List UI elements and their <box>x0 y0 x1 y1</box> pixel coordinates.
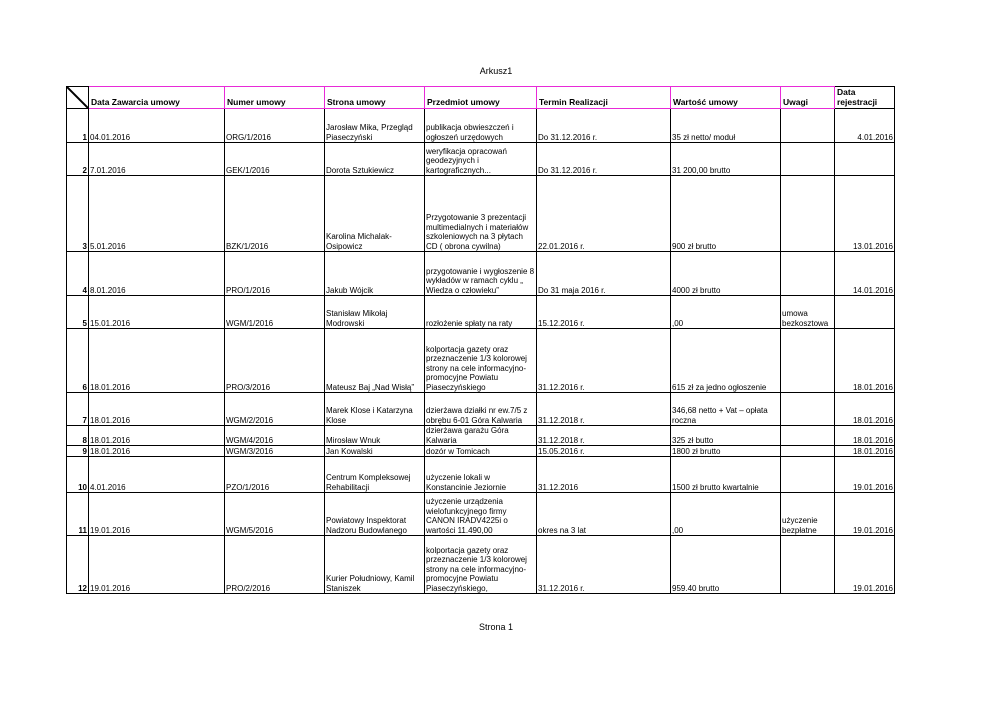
header-term[interactable]: Termin Realizacji <box>537 87 671 109</box>
cell-value[interactable]: ,00 <box>671 296 781 329</box>
cell-subject[interactable]: Przygotowanie 3 prezentacji multimedialnych i materiałów szkoleniowych na 3 płytach CD ( obrona cywilna) <box>425 176 537 252</box>
header-notes[interactable]: Uwagi <box>781 87 835 109</box>
cell-date[interactable]: 19.01.2016 <box>89 536 225 594</box>
header-party[interactable]: Strona umowy <box>325 87 425 109</box>
cell-date[interactable]: 18.01.2016 <box>89 446 225 457</box>
cell-subject[interactable]: przygotowanie i wygłoszenie 8 wykładów w ramach cyklu „ Wiedza o człowieku” <box>425 252 537 296</box>
header-number[interactable]: Numer umowy <box>225 87 325 109</box>
row-number[interactable]: 4 <box>67 252 89 296</box>
cell-subject[interactable]: dozór w Tomicach <box>425 446 537 457</box>
cell-subject[interactable]: publikacja obwieszczeń i ogłoszeń urzędowych <box>425 109 537 143</box>
cell-registered[interactable]: 14.01.2016 <box>835 252 895 296</box>
cell-term[interactable]: 15.12.2016 r. <box>537 296 671 329</box>
header-date[interactable]: Data Zawarcia umowy <box>89 87 225 109</box>
cell-term[interactable]: 31.12.2016 r. <box>537 536 671 594</box>
row-number[interactable]: 5 <box>67 296 89 329</box>
corner-diagonal-icon <box>67 87 89 109</box>
table-row <box>67 176 895 252</box>
cell-date[interactable]: 15.01.2016 <box>89 296 225 329</box>
row-number[interactable]: 3 <box>67 176 89 252</box>
cell-party[interactable]: Powiatowy Inspektorat Nadzoru Budowlanego <box>325 493 425 536</box>
header-value[interactable]: Wartość umowy <box>671 87 781 109</box>
cell-value[interactable]: 615 zł za jedno ogłoszenie <box>671 329 781 393</box>
table-row <box>67 493 895 536</box>
cell-subject[interactable]: użyczenie lokali w Konstancinie Jeziornie <box>425 457 537 493</box>
cell-value[interactable]: 959.40 brutto <box>671 536 781 594</box>
table-row <box>67 426 895 446</box>
cell-party[interactable]: Jarosław Mika, Przegląd Piaseczyński <box>325 109 425 143</box>
cell-subject[interactable]: dzierżawa działki nr ew.7/5 z obrębu 6-01 Góra Kalwaria <box>425 393 537 426</box>
table-body <box>67 109 895 594</box>
cell-registered[interactable] <box>835 296 895 329</box>
cell-party[interactable]: Centrum Kompleksowej Rehabilitacji <box>325 457 425 493</box>
cell-notes[interactable] <box>781 426 835 446</box>
table-row <box>67 329 895 393</box>
header-subject[interactable]: Przedmiot umowy <box>425 87 537 109</box>
cell-date[interactable]: 8.01.2016 <box>89 252 225 296</box>
cell-registered[interactable]: 18.01.2016 <box>835 446 895 457</box>
cell-subject[interactable]: weryfikacja opracowań geodezyjnych i kartograficznych... <box>425 143 537 176</box>
header-row <box>67 87 895 109</box>
cell-number[interactable]: WGM/1/2016 <box>225 296 325 329</box>
cell-party[interactable]: Marek Klose i Katarzyna Klose <box>325 393 425 426</box>
row-number[interactable]: 10 <box>67 457 89 493</box>
cell-number[interactable]: ORG/1/2016 <box>225 109 325 143</box>
cell-number[interactable]: WGM/3/2016 <box>225 446 325 457</box>
cell-value[interactable]: 346,68 netto + Vat – opłata roczna <box>671 393 781 426</box>
cell-registered[interactable]: 18.01.2016 <box>835 393 895 426</box>
cell-term[interactable]: Do 31.12.2016 r. <box>537 109 671 143</box>
table-row <box>67 109 895 143</box>
cell-registered[interactable]: 19.01.2016 <box>835 536 895 594</box>
cell-number[interactable]: PRO/3/2016 <box>225 329 325 393</box>
cell-date[interactable]: 18.01.2016 <box>89 329 225 393</box>
cell-date[interactable]: 19.01.2016 <box>89 493 225 536</box>
table-row <box>67 143 895 176</box>
cell-date[interactable]: 4.01.2016 <box>89 457 225 493</box>
table-row <box>67 296 895 329</box>
row-number[interactable]: 11 <box>67 493 89 536</box>
cell-notes[interactable] <box>781 176 835 252</box>
cell-registered[interactable]: 19.01.2016 <box>835 493 895 536</box>
cell-party[interactable]: Kurier Południowy, Kamil Staniszek <box>325 536 425 594</box>
cell-subject[interactable]: rozłożenie spłaty na raty <box>425 296 537 329</box>
cell-subject[interactable]: użyczenie urządzenia wielofunkcyjnego firmy CANON IRADV4225i o wartości 11.490,00 <box>425 493 537 536</box>
contracts-table <box>66 86 895 594</box>
cell-notes[interactable] <box>781 143 835 176</box>
cell-party[interactable]: Jakub Wójcik <box>325 252 425 296</box>
row-number[interactable]: 9 <box>67 446 89 457</box>
cell-registered[interactable]: 19.01.2016 <box>835 457 895 493</box>
row-number[interactable]: 8 <box>67 426 89 446</box>
cell-date[interactable]: 5.01.2016 <box>89 176 225 252</box>
cell-subject[interactable]: dzierżawa garażu Góra Kalwaria <box>425 426 537 446</box>
sheet-title: Arkusz1 <box>479 66 513 76</box>
row-number[interactable]: 12 <box>67 536 89 594</box>
cell-number[interactable]: PZO/1/2016 <box>225 457 325 493</box>
row-number[interactable]: 1 <box>67 109 89 143</box>
table-row <box>67 457 895 493</box>
cell-value[interactable]: 1800 zł brutto <box>671 446 781 457</box>
cell-number[interactable]: WGM/4/2016 <box>225 426 325 446</box>
cell-term[interactable]: Do 31.12.2016 r. <box>537 143 671 176</box>
cell-notes[interactable] <box>781 536 835 594</box>
cell-party[interactable]: Mirosław Wnuk <box>325 426 425 446</box>
cell-value[interactable]: 31 200,00 brutto <box>671 143 781 176</box>
row-number[interactable]: 2 <box>67 143 89 176</box>
cell-number[interactable]: PRO/1/2016 <box>225 252 325 296</box>
cell-notes[interactable] <box>781 457 835 493</box>
cell-term[interactable]: 31.12.2018 r. <box>537 393 671 426</box>
cell-notes[interactable] <box>781 109 835 143</box>
cell-date[interactable]: 04.01.2016 <box>89 109 225 143</box>
cell-party[interactable]: Karolina Michalak-Osipowicz <box>325 176 425 252</box>
corner-cell <box>67 87 89 109</box>
cell-value[interactable]: 325 zł butto <box>671 426 781 446</box>
cell-value[interactable]: 900 zł brutto <box>671 176 781 252</box>
cell-registered[interactable]: 4.01.2016 <box>835 109 895 143</box>
cell-number[interactable]: BZK/1/2016 <box>225 176 325 252</box>
cell-subject[interactable]: kolportacja gazety oraz przeznaczenie 1/3 kolorowej strony na cele informacyjno-promocyjne Powiatu Piaseczyńskiego <box>425 329 537 393</box>
cell-value[interactable]: 1500 zł brutto kwartalnie <box>671 457 781 493</box>
cell-notes[interactable]: umowa bezkosztowa <box>781 296 835 329</box>
table-row <box>67 393 895 426</box>
row-number[interactable]: 6 <box>67 329 89 393</box>
cell-term[interactable]: okres na 3 lat <box>537 493 671 536</box>
cell-party[interactable]: Stanisław Mikołaj Modrowski <box>325 296 425 329</box>
cell-registered[interactable] <box>835 143 895 176</box>
cell-subject[interactable]: kolportacja gazety oraz przeznaczenie 1/3 kolorowej strony na cele informacyjno-promocyjne Powiatu Piaseczyńskiego, <box>425 536 537 594</box>
cell-number[interactable]: GEK/1/2016 <box>225 143 325 176</box>
cell-notes[interactable] <box>781 446 835 457</box>
cell-party[interactable]: Mateusz Baj „Nad Wisłą” <box>325 329 425 393</box>
cell-term[interactable]: 15.05.2016 r. <box>537 446 671 457</box>
cell-registered[interactable]: 13.01.2016 <box>835 176 895 252</box>
cell-date[interactable]: 18.01.2016 <box>89 426 225 446</box>
cell-number[interactable]: WGM/2/2016 <box>225 393 325 426</box>
cell-party[interactable]: Jan Kowalski <box>325 446 425 457</box>
cell-value[interactable]: 4000 zł brutto <box>671 252 781 296</box>
header-registered[interactable]: Data rejestracji <box>835 87 895 109</box>
cell-registered[interactable]: 18.01.2016 <box>835 329 895 393</box>
cell-term[interactable]: 31.12.2016 <box>537 457 671 493</box>
cell-number[interactable]: WGM/5/2016 <box>225 493 325 536</box>
cell-date[interactable]: 7.01.2016 <box>89 143 225 176</box>
table-row <box>67 252 895 296</box>
table-row <box>67 536 895 594</box>
cell-number[interactable]: PRO/2/2016 <box>225 536 325 594</box>
cell-notes[interactable] <box>781 252 835 296</box>
cell-notes[interactable] <box>781 329 835 393</box>
cell-term[interactable]: Do 31 maja 2016 r. <box>537 252 671 296</box>
table-row <box>67 446 895 457</box>
cell-registered[interactable]: 18.01.2016 <box>835 426 895 446</box>
cell-term[interactable]: 31.12.2016 r. <box>537 329 671 393</box>
cell-term[interactable]: 22.01.2016 r. <box>537 176 671 252</box>
cell-date[interactable]: 18.01.2016 <box>89 393 225 426</box>
cell-notes[interactable]: użyczenie bezpłatne <box>781 493 835 536</box>
cell-value[interactable]: 35 zł netto/ moduł <box>671 109 781 143</box>
row-number[interactable]: 7 <box>67 393 89 426</box>
cell-party[interactable]: Dorota Sztukiewicz <box>325 143 425 176</box>
cell-value[interactable]: ,00 <box>671 493 781 536</box>
cell-term[interactable]: 31.12.2018 r. <box>537 426 671 446</box>
cell-notes[interactable] <box>781 393 835 426</box>
page-footer: Strona 1 <box>478 622 514 632</box>
